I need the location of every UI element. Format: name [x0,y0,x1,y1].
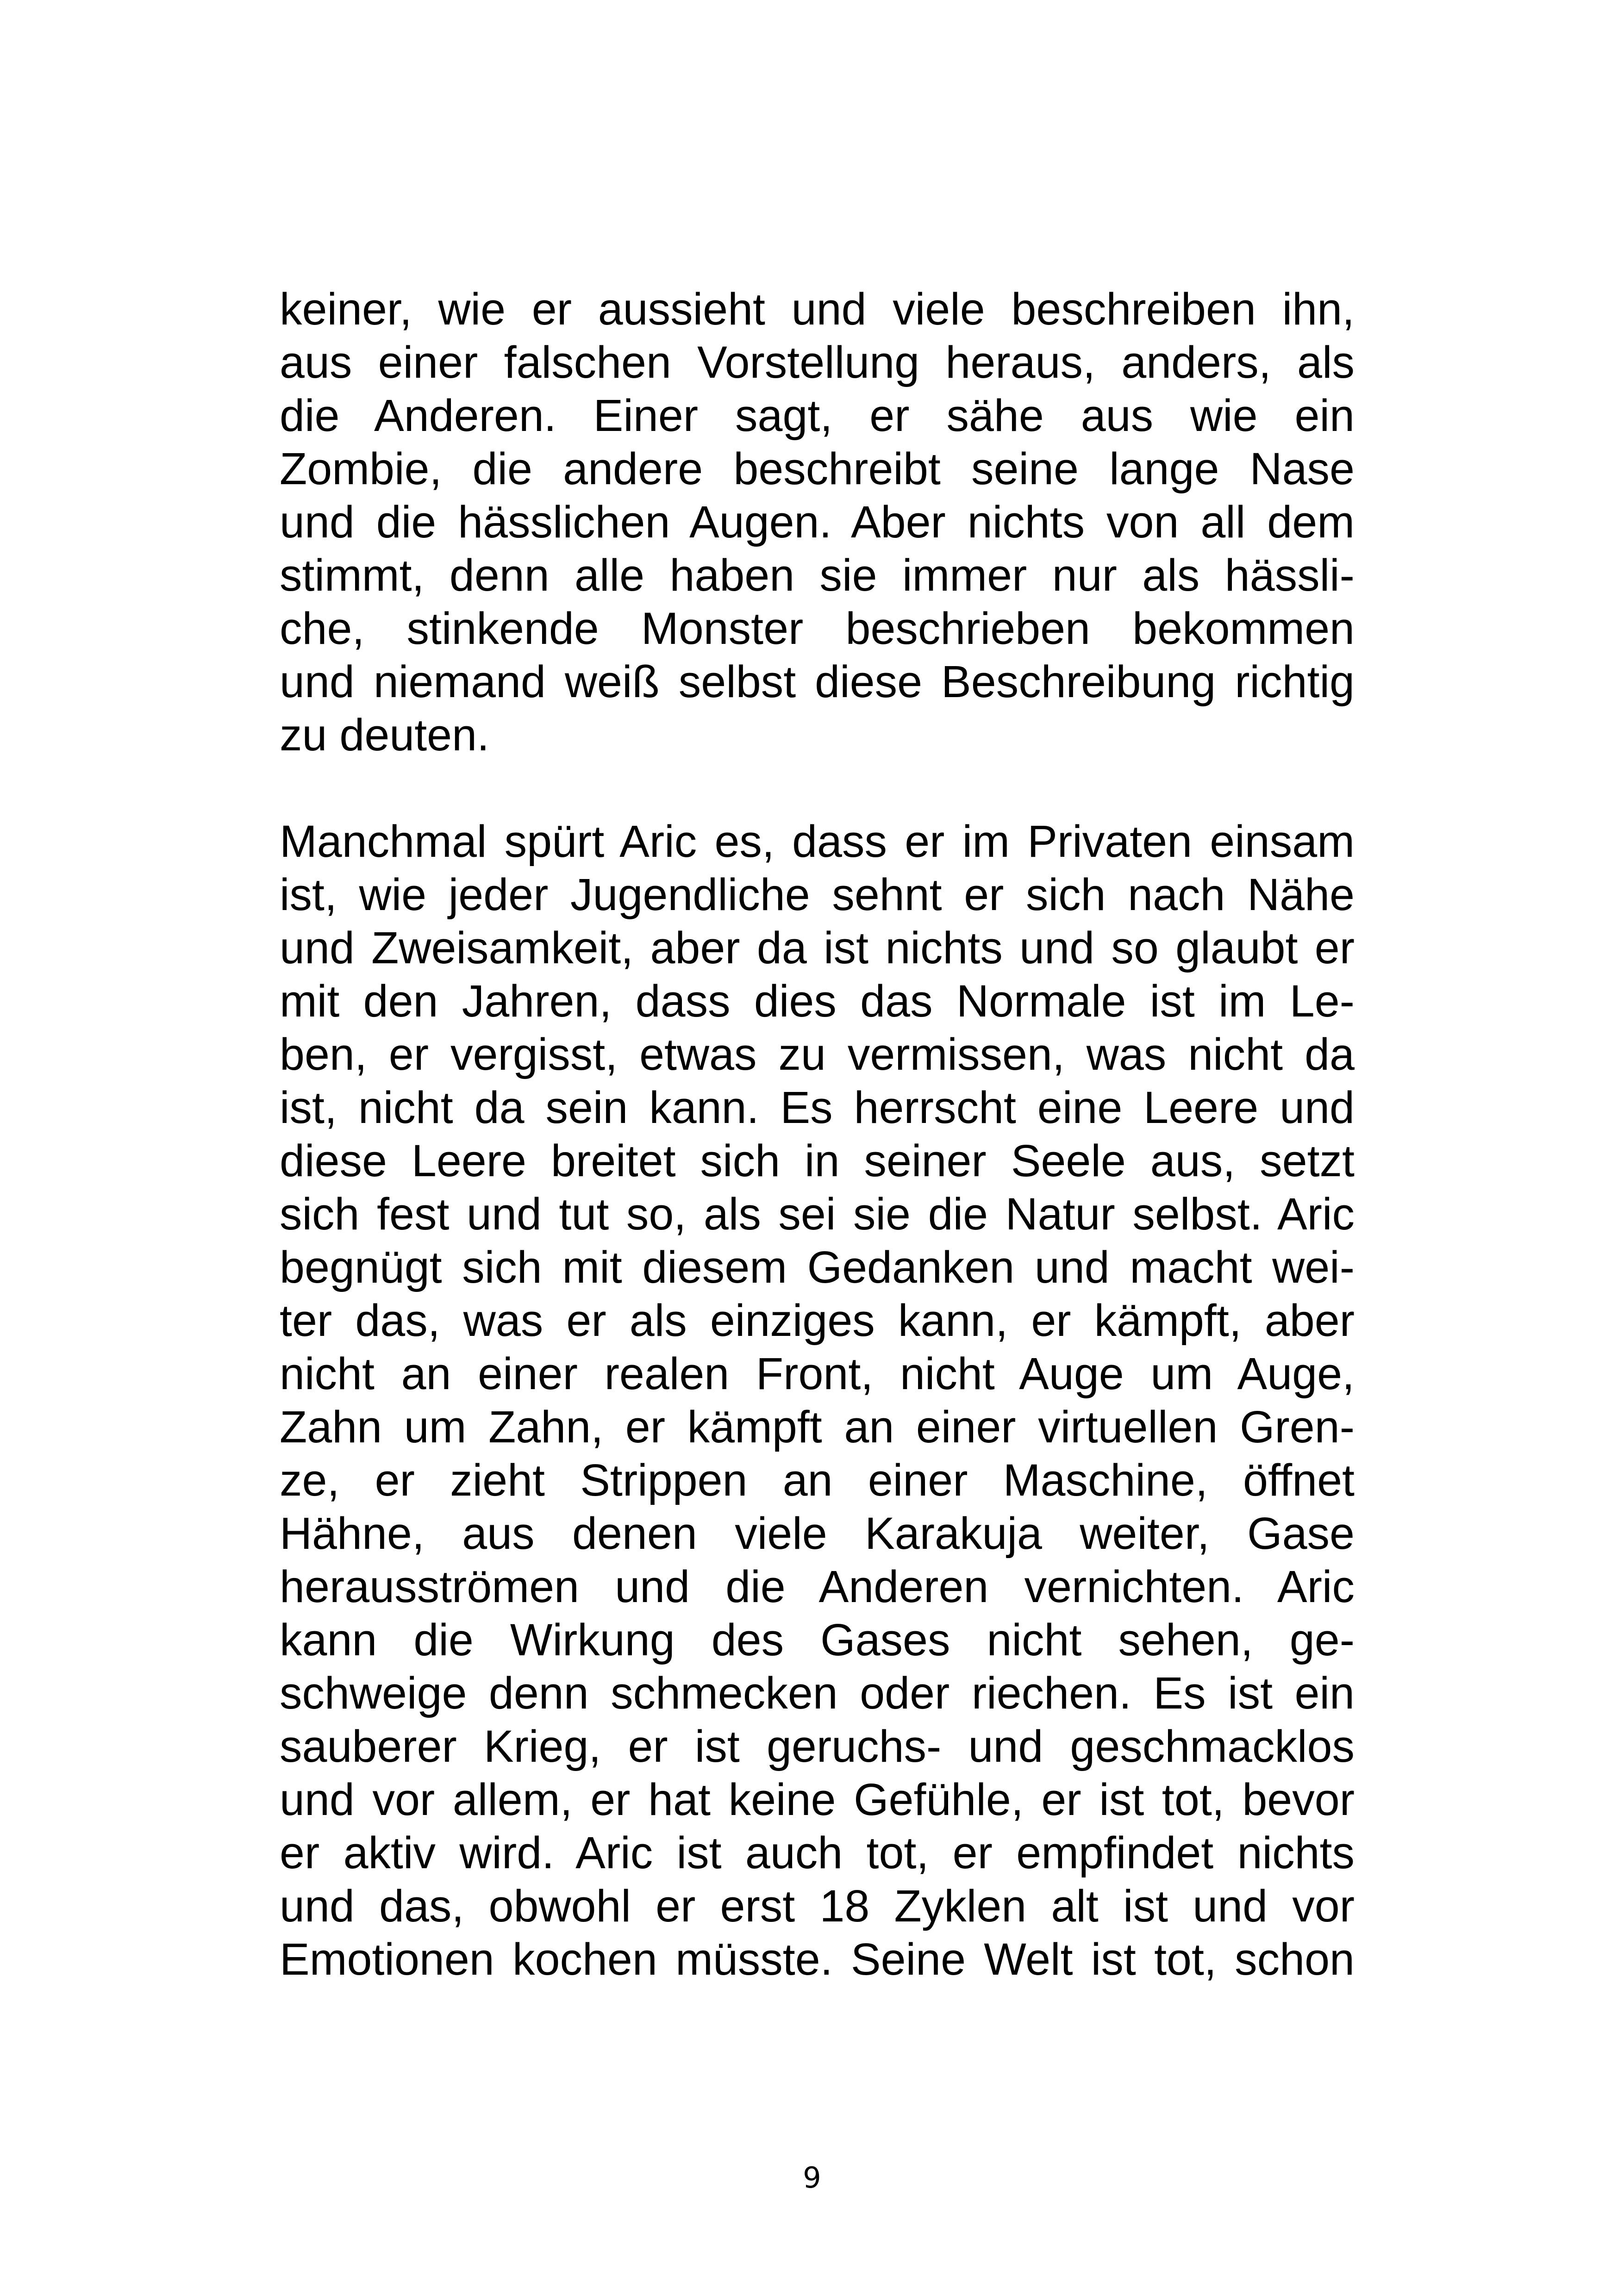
text-line: stimmt, denn alle haben sie immer nur als hässli- [280,550,1355,600]
text-line: ter das, was er als einziges kann, er kämpft, aber [280,1295,1355,1346]
text-line: sauberer Krieg, er ist geruchs- und geschmacklos [280,1721,1355,1771]
text-line: kann die Wirkung des Gases nicht sehen, ge- [280,1615,1355,1665]
text-line: mit den Jahren, dass dies das Normale ist im Le- [280,976,1355,1026]
text-line: schweige denn schmecken oder riechen. Es ist ein [280,1668,1355,1718]
text-line: und niemand weiß selbst diese Beschreibung richtig [280,656,1355,707]
text-line: und Zweisamkeit, aber da ist nichts und so glaubt er [280,923,1355,973]
text-line: begnügt sich mit diesem Gedanken und macht wei- [280,1242,1355,1292]
text-line: Emotionen kochen müsste. Seine Welt ist tot, schon [280,1934,1355,1984]
text-line: che, stinkende Monster beschrieben bekommen [280,603,1355,654]
text-line: ben, er vergisst, etwas zu vermissen, was nicht da [280,1029,1355,1079]
text-line: zu deuten. [280,710,490,760]
text-line: Zombie, die andere beschreibt seine lange Nase [280,443,1355,494]
page-number: 9 [803,2161,821,2195]
text-line: Manchmal spürt Aric es, dass er im Privaten einsam [280,816,1355,867]
paragraph-2 [280,815,1355,1986]
text-line: die Anderen. Einer sagt, er sähe aus wie ein [280,390,1355,441]
text-line: nicht an einer realen Front, nicht Auge um Auge, [280,1348,1355,1399]
text-line: Hähne, aus denen viele Karakuja weiter, Gase [280,1508,1355,1559]
text-line: und das, obwohl er erst 18 Zyklen alt ist und vor [280,1881,1355,1931]
text-line: diese Leere breitet sich in seiner Seele aus, setzt [280,1135,1355,1186]
text-line: und vor allem, er hat keine Gefühle, er ist tot, bevor [280,1774,1355,1825]
text-line: ze, er zieht Strippen an einer Maschine, öffnet [280,1455,1355,1505]
text-line: ist, nicht da sein kann. Es herrscht eine Leere und [280,1082,1355,1133]
text-line: keiner, wie er aussieht und viele beschreiben ihn, [280,284,1355,334]
text-line: er aktiv wird. Aric ist auch tot, er empfindet nichts [280,1827,1355,1878]
text-line: aus einer falschen Vorstellung heraus, anders, als [280,337,1355,387]
paragraph-1 [280,282,1355,761]
text-line: herausströmen und die Anderen vernichten. Aric [280,1561,1355,1612]
text-line: Zahn um Zahn, er kämpft an einer virtuellen Gren- [280,1402,1355,1452]
text-line: sich fest und tut so, als sei sie die Natur selbst. Aric [280,1189,1355,1239]
text-line: und die hässlichen Augen. Aber nichts von all dem [280,497,1355,547]
text-line: ist, wie jeder Jugendliche sehnt er sich nach Nähe [280,869,1355,920]
